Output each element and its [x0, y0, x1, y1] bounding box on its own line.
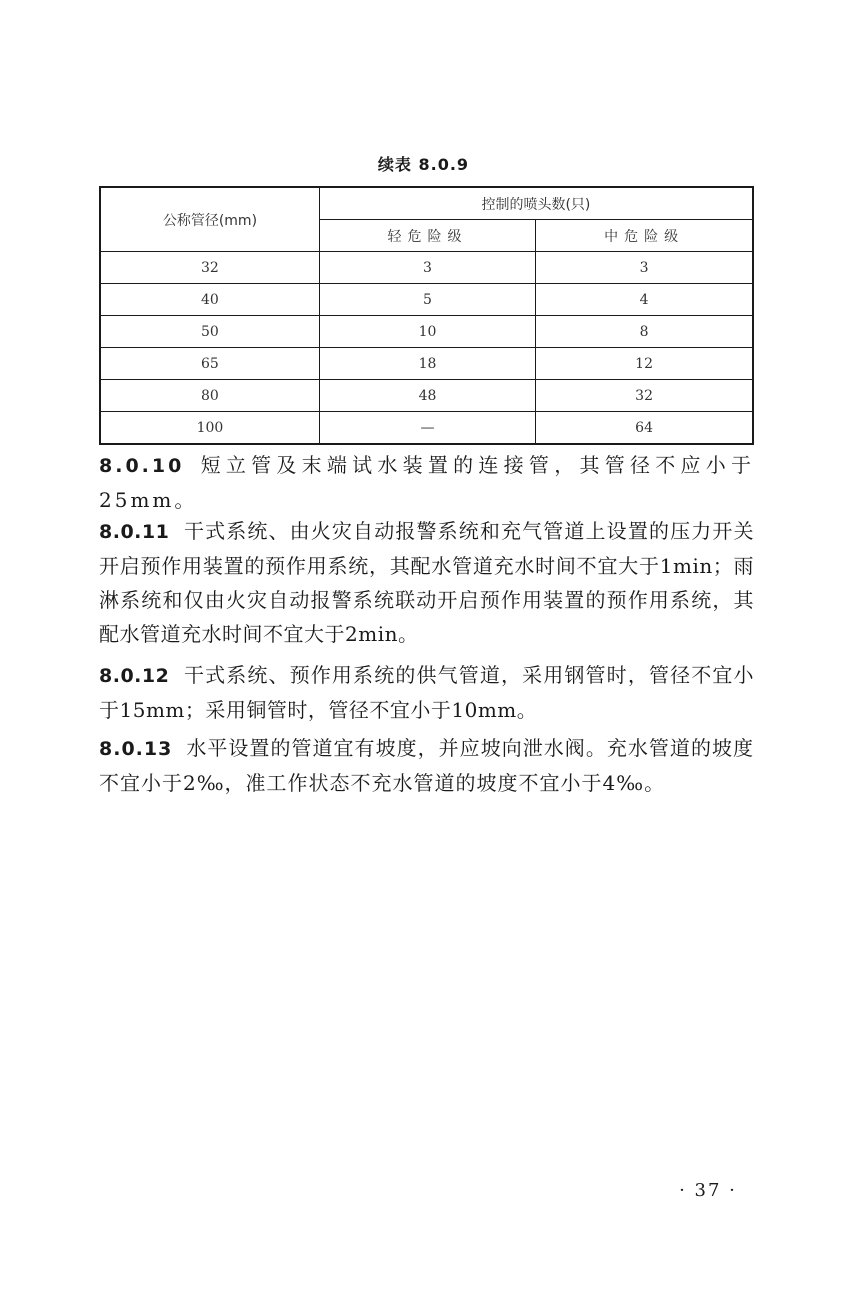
table-row	[100, 252, 753, 284]
table-row	[100, 284, 753, 316]
cell-diameter: 80	[100, 380, 319, 412]
cell-diameter: 40	[100, 284, 319, 316]
cell-medium: 12	[536, 348, 753, 380]
table-row	[100, 380, 753, 412]
clause-8-0-12	[99, 658, 754, 727]
header-medium-hazard: 中危险级	[536, 220, 753, 252]
cell-light: 18	[319, 348, 535, 380]
table-row	[100, 412, 753, 445]
clause-text: 水平设置的管道宜有坡度，并应坡向泄水阀。充水管道的坡度不宜小于2‰，准工作状态不充水管道的坡度不宜小于4‰。	[99, 736, 754, 795]
cell-medium: 32	[536, 380, 753, 412]
clause-text: 短立管及末端试水装置的连接管，其管径不应小于25mm。	[99, 453, 754, 512]
page-number: · 37 ·	[679, 1180, 737, 1201]
cell-light: 10	[319, 316, 535, 348]
cell-diameter: 32	[100, 252, 319, 284]
cell-medium: 64	[536, 412, 753, 445]
sprinkler-count-table	[99, 186, 754, 445]
clause-8-0-11	[99, 514, 754, 651]
cell-light: 5	[319, 284, 535, 316]
cell-diameter: 50	[100, 316, 319, 348]
cell-medium: 4	[536, 284, 753, 316]
clause-number: 8.0.13	[99, 738, 173, 760]
table-row	[100, 348, 753, 380]
cell-light: —	[319, 412, 535, 445]
cell-diameter: 65	[100, 348, 319, 380]
clause-text: 干式系统、预作用系统的供气管道，采用钢管时，管径不宜小于15mm；采用铜管时，管径不宜小于10mm。	[99, 663, 754, 722]
header-sprinkler-count: 控制的喷头数(只)	[319, 187, 753, 220]
cell-diameter: 100	[100, 412, 319, 445]
cell-light: 48	[319, 380, 535, 412]
clause-8-0-10	[99, 448, 754, 517]
header-nominal-diameter: 公称管径(mm)	[100, 187, 319, 252]
cell-medium: 8	[536, 316, 753, 348]
clause-8-0-13	[99, 731, 754, 800]
clause-number: 8.0.10	[99, 455, 185, 477]
cell-light: 3	[319, 252, 535, 284]
clause-number: 8.0.12	[99, 665, 170, 687]
table-title: 续表 8.0.9	[377, 155, 470, 174]
clause-number: 8.0.11	[99, 521, 170, 543]
header-light-hazard: 轻危险级	[319, 220, 535, 252]
cell-medium: 3	[536, 252, 753, 284]
table-row	[100, 316, 753, 348]
clause-text: 干式系统、由火灾自动报警系统和充气管道上设置的压力开关开启预作用装置的预作用系统，其配水管道充水时间不宜大于1min；雨淋系统和仅由火灾自动报警系统联动开启预作用装置的预作用系统，其配水管道充水时间不宜大于2min。	[99, 519, 754, 646]
